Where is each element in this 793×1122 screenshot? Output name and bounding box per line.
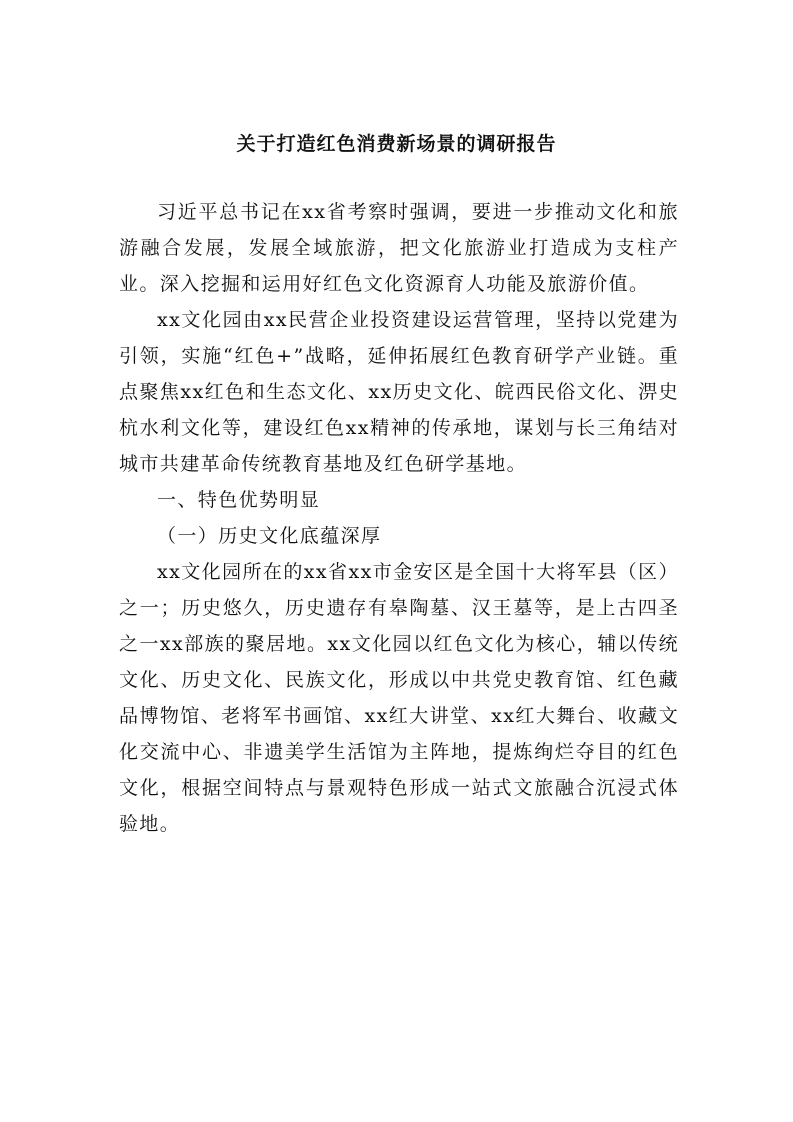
section-heading: 一、特色优势明显 bbox=[157, 489, 321, 511]
paragraph-intro: 习近平总书记在xx省考察时强调，要进一步推动文化和旅游融合发展，发展全域旅游，把文化旅游业打造成为支柱产业。深入挖掘和运用好红色文化资源育人功能及旅游价值。 bbox=[119, 201, 679, 295]
document-title: 关于打造红色消费新场景的调研报告 bbox=[236, 133, 557, 155]
paragraph-history: xx文化园所在的xx省xx市金安区是全国十大将军县（区）之一；历史悠久，历史遗存有皋陶墓、汉王墓等，是上古四圣之一xx部族的聚居地。xx文化园以红色文化为核心，辅以传统文化、历史文化、民族文化，形成以中共党史教育馆、红色藏品博物馆、老将军书画馆、xx红大讲堂、xx红大舞台、收藏文化交流中心、非遗美学生活馆为主阵地，提炼绚烂夺目的红色文化，根据空间特点与景观特色形成一站式文旅融合沉浸式体验地。 bbox=[119, 561, 679, 835]
document-body bbox=[119, 194, 679, 842]
subsection-heading: （一）历史文化底蕴深厚 bbox=[157, 525, 382, 547]
paragraph-park-overview: xx文化园由xx民营企业投资建设运营管理，坚持以党建为引领，实施“红色+”战略，延伸拓展红色教育研学产业链。重点聚焦xx红色和生态文化、xx历史文化、皖西民俗文化、淠史杭水利文化等，建设红色xx精神的传承地，谋划与长三角结对城市共建革命传统教育基地及红色研学基地。 bbox=[119, 309, 679, 475]
